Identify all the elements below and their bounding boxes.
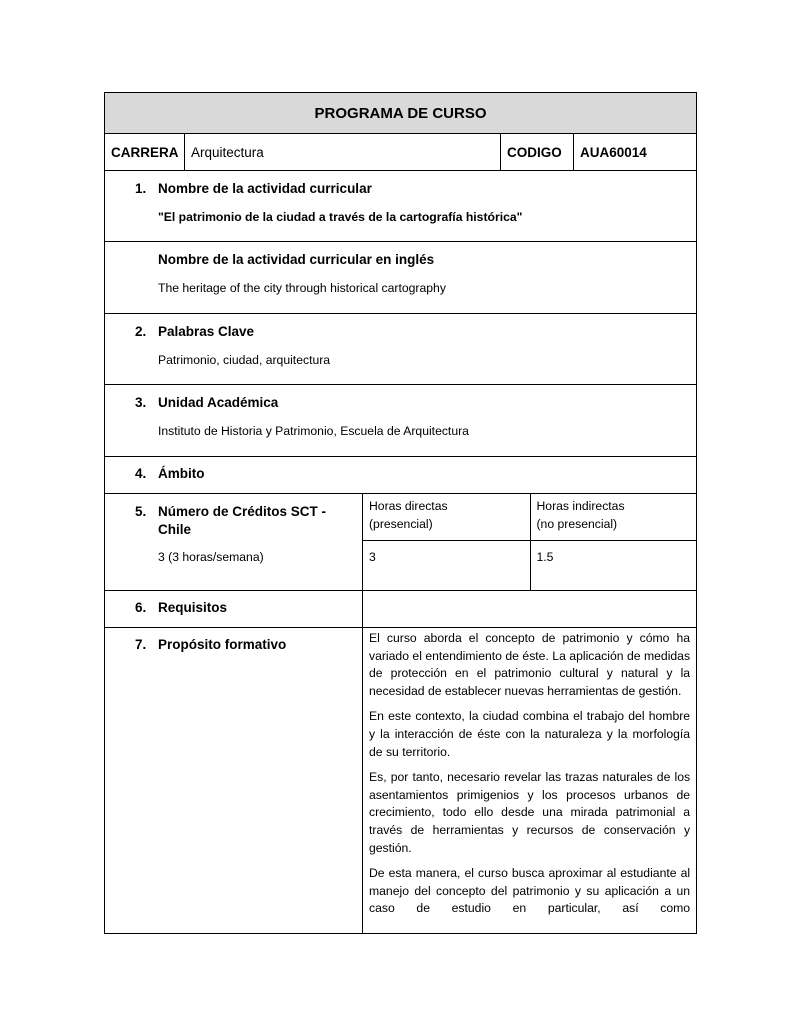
requirements-value: [363, 591, 697, 628]
formative-purpose-text: [363, 628, 697, 934]
section-number: 7.: [135, 637, 147, 652]
section-number: 4.: [135, 466, 147, 481]
academic-unit-value: Instituto de Historia y Patrimonio, Escuela de Arquitectura: [158, 424, 469, 438]
hours-table: [363, 494, 697, 590]
course-name-english-value: The heritage of the city through historical cartography: [158, 281, 446, 295]
course-program-document: [104, 92, 696, 934]
section-6: [105, 591, 363, 628]
indirect-hours-sublabel: (no presencial): [536, 517, 618, 531]
career-label: CARRERA: [105, 134, 185, 171]
section-number: 6.: [135, 600, 147, 615]
direct-hours-value: 3: [363, 541, 530, 591]
direct-hours-header: [363, 494, 530, 541]
section-number: 1.: [135, 181, 147, 196]
section-heading: Requisitos: [158, 600, 228, 615]
section-heading: Ámbito: [158, 466, 205, 481]
section-4: [105, 457, 697, 494]
code-label: CODIGO: [501, 134, 574, 171]
hours-cell: [363, 494, 697, 591]
section-5: [105, 494, 363, 591]
indirect-hours-label: Horas indirectas: [536, 499, 625, 513]
paragraph: Es, por tanto, necesario revelar las trazas naturales de los asentamientos primigenios y los procesos urbanos de crecimiento, todo ello desde una mirada patrimonial a través de herramientas y recursos de conservación y gestión.: [369, 770, 691, 855]
keywords-value: Patrimonio, ciudad, arquitectura: [158, 353, 331, 367]
credits-value: 3 (3 horas/semana): [158, 550, 264, 564]
course-name-value: "El patrimonio de la ciudad a través de la cartografía histórica": [158, 210, 523, 224]
section-heading-line-2: Chile: [158, 522, 192, 537]
section-heading-line-1: Número de Créditos SCT -: [158, 504, 327, 519]
section-1-english: [105, 242, 697, 314]
section-1: [105, 171, 697, 242]
indirect-hours-value: 1.5: [536, 550, 554, 564]
direct-hours-label: Horas directas: [369, 499, 448, 513]
section-number: 2.: [135, 324, 147, 339]
section-heading: Propósito formativo: [158, 637, 287, 652]
paragraph: El curso aborda el concepto de patrimonio y cómo ha variado el entendimiento de éste. La aplicación de medidas de protección en el patrimonio cultural y natural y la necesidad de establecer nuevas herramientas de gestión.: [369, 631, 691, 698]
program-table: [104, 92, 697, 934]
direct-hours-sublabel: (presencial): [369, 517, 433, 531]
career-value: Arquitectura: [185, 134, 501, 171]
section-heading: Nombre de la actividad curricular: [158, 181, 372, 196]
section-heading: Palabras Clave: [158, 324, 255, 339]
section-heading: Nombre de la actividad curricular en inglés: [158, 252, 435, 267]
indirect-hours-header: [530, 494, 697, 541]
section-7: [105, 628, 363, 934]
section-number: 5.: [135, 504, 147, 519]
section-number: 3.: [135, 395, 147, 410]
section-2: [105, 314, 697, 385]
paragraph: En este contexto, la ciudad combina el trabajo del hombre y la interacción de éste con la naturaleza y la morfología de su territorio.: [369, 709, 691, 759]
page-title: PROGRAMA DE CURSO: [105, 93, 697, 134]
section-3: [105, 385, 697, 457]
paragraph: De esta manera, el curso busca aproximar al estudiante al manejo del concepto del patrimonio y su aplicación a un caso de estudio en particular, así como: [369, 866, 691, 916]
code-value: AUA60014: [574, 134, 697, 171]
section-heading: Unidad Académica: [158, 395, 279, 410]
